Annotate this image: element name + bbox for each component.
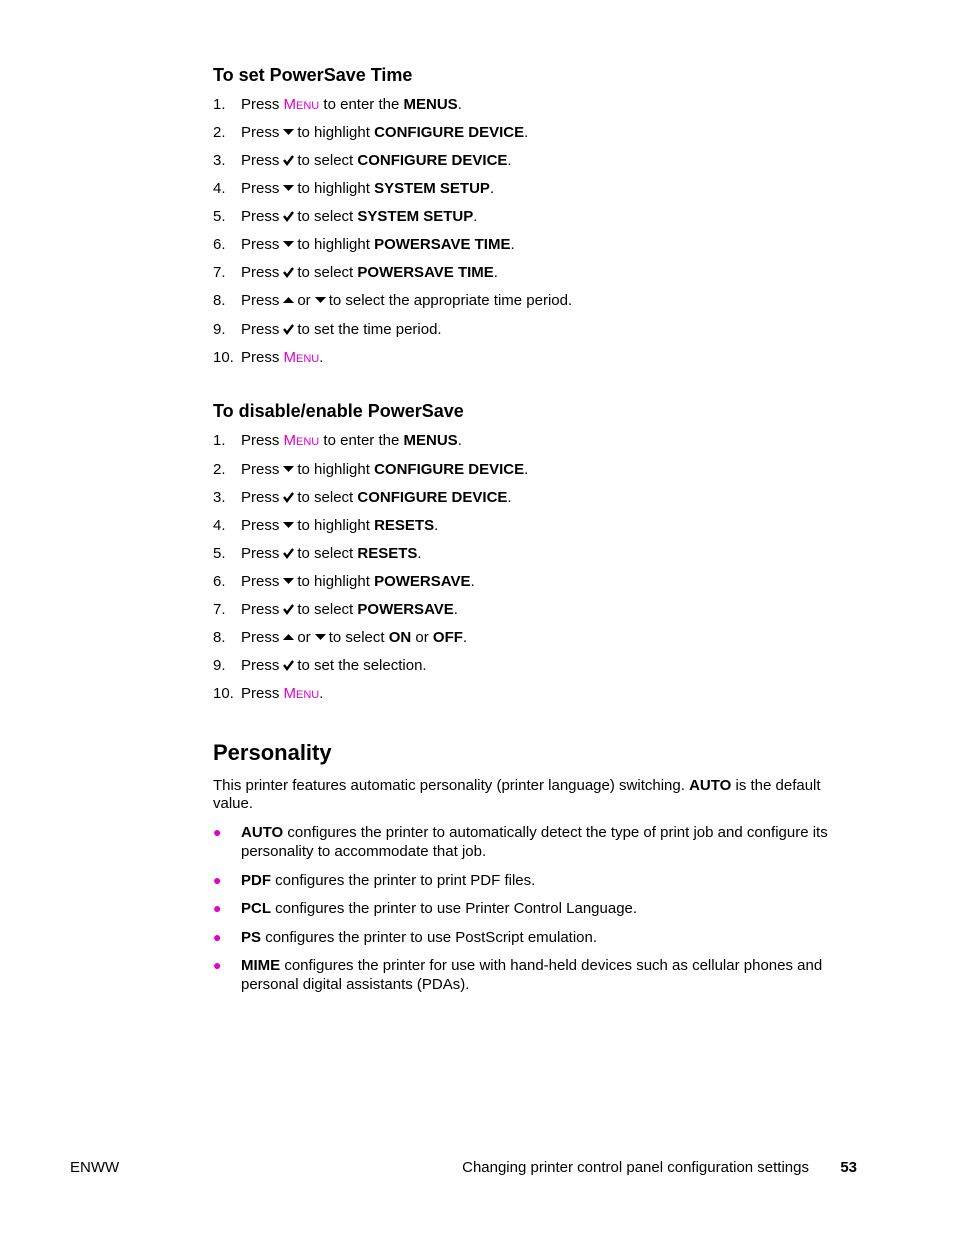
- list-item: ● AUTO configures the printer to automatically detect the type of print job and configure its personality to accommodate that job.: [213, 824, 828, 860]
- down-arrow-icon: [282, 237, 295, 251]
- step-4: 4. Press to highlight SYSTEM SETUP.: [213, 180, 495, 197]
- bullet-icon: ●: [213, 929, 222, 945]
- step-5: 5. Press to select SYSTEM SETUP.: [213, 208, 478, 225]
- down-arrow-icon: [314, 630, 327, 644]
- list-item: ● PCL configures the printer to use Printer Control Language.: [213, 900, 638, 917]
- checkmark-icon: [282, 322, 295, 336]
- step-3: 3. Press to select CONFIGURE DEVICE.: [213, 489, 512, 506]
- bullet-icon: ●: [213, 872, 222, 888]
- step-6: 6. Press to highlight POWERSAVE.: [213, 573, 475, 590]
- step-7: 7. Press to select POWERSAVE.: [213, 601, 458, 618]
- step-1: 1. Press Menu to enter the MENUS.: [213, 96, 462, 113]
- down-arrow-icon: [282, 181, 295, 195]
- step-10: 10. Press Menu.: [213, 685, 324, 702]
- steps-list-powersave-time: [213, 96, 873, 377]
- footer-chapter-title: Changing printer control panel configuration settings: [462, 1159, 809, 1176]
- down-arrow-icon: [314, 293, 327, 307]
- checkmark-icon: [282, 658, 295, 672]
- step-7: 7. Press to select POWERSAVE TIME.: [213, 264, 498, 281]
- step-10: 10. Press Menu.: [213, 349, 324, 366]
- step-2: 2. Press to highlight CONFIGURE DEVICE.: [213, 461, 529, 478]
- step-2: 2. Press to highlight CONFIGURE DEVICE.: [213, 124, 529, 141]
- step-1: 1. Press Menu to enter the MENUS.: [213, 432, 462, 449]
- step-6: 6. Press to highlight POWERSAVE TIME.: [213, 236, 515, 253]
- checkmark-icon: [282, 546, 295, 560]
- down-arrow-icon: [282, 462, 295, 476]
- menu-button-label: Menu: [283, 685, 320, 702]
- list-item: ● MIME configures the printer for use with hand-held devices such as cellular phones and personal digital assistants (PDAs).: [213, 957, 823, 993]
- checkmark-icon: [282, 490, 295, 504]
- section-title-personality: Personality: [213, 740, 332, 765]
- step-3: 3. Press to select CONFIGURE DEVICE.: [213, 152, 512, 169]
- down-arrow-icon: [282, 518, 295, 532]
- menu-button-label: Menu: [283, 96, 320, 113]
- menu-button-label: Menu: [283, 432, 320, 449]
- up-arrow-icon: [282, 630, 295, 644]
- up-arrow-icon: [282, 293, 295, 307]
- bullet-icon: ●: [213, 957, 222, 973]
- step-9: 9. Press to set the time period.: [213, 321, 442, 338]
- checkmark-icon: [282, 602, 295, 616]
- bullet-icon: ●: [213, 824, 222, 840]
- steps-list-disable-enable-powersave: [213, 432, 873, 713]
- step-4: 4. Press to highlight RESETS.: [213, 517, 439, 534]
- section-title-set-powersave-time: To set PowerSave Time: [213, 65, 413, 85]
- down-arrow-icon: [282, 574, 295, 588]
- footer-left: ENWW: [70, 1159, 120, 1176]
- checkmark-icon: [282, 209, 295, 223]
- list-item: ● PDF configures the printer to print PDF files.: [213, 872, 536, 889]
- personality-intro: This printer features automatic personality (printer language) switching. AUTO is the default value.: [213, 777, 821, 812]
- step-5: 5. Press to select RESETS.: [213, 545, 422, 562]
- section-title-disable-enable-powersave: To disable/enable PowerSave: [213, 401, 464, 421]
- list-item: ● PS configures the printer to use PostScript emulation.: [213, 929, 598, 946]
- checkmark-icon: [282, 153, 295, 167]
- step-9: 9. Press to set the selection.: [213, 657, 427, 674]
- footer-page-number: 53: [840, 1159, 857, 1176]
- checkmark-icon: [282, 265, 295, 279]
- bullet-icon: ●: [213, 900, 222, 916]
- step-8: 8. Press or to select the appropriate time period.: [213, 292, 573, 309]
- menu-button-label: Menu: [283, 349, 320, 366]
- step-8: 8. Press or to select ON or OFF.: [213, 629, 468, 646]
- personality-bullet-list: [213, 823, 858, 994]
- down-arrow-icon: [282, 125, 295, 139]
